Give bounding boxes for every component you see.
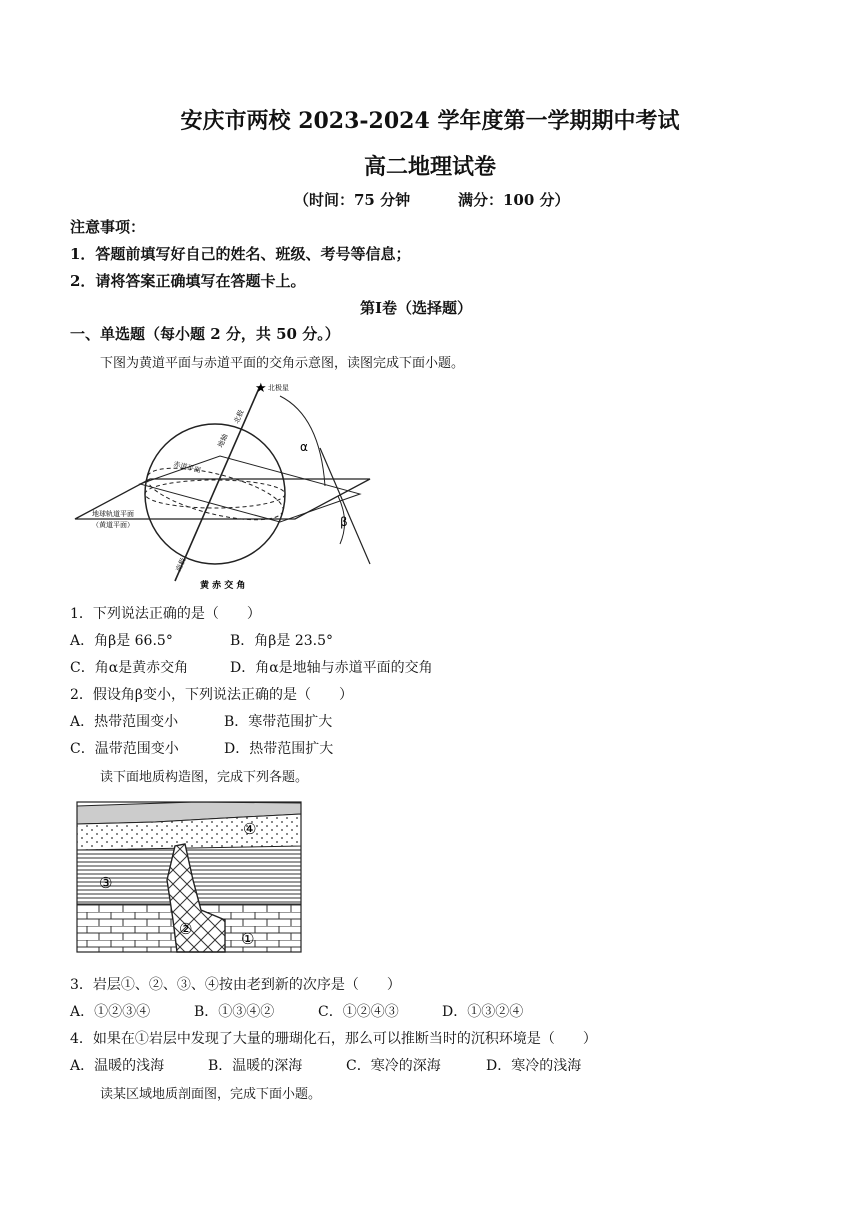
q2-option-c[interactable]: C．温带范围变小 [70,741,179,757]
volume-title: 第Ⅰ卷（选择题） [360,299,473,317]
note-item: 2．请将答案正确填写在答题卡上。 [70,272,306,290]
figure1-caption: 黄 赤 交 角 [200,581,246,591]
q1-option-c[interactable]: C．角α是黄赤交角 [70,660,189,676]
q4-option-b[interactable]: B．温暖的深海 [208,1058,303,1074]
q3-option-a[interactable]: A．①②③④ [70,1004,151,1020]
score-info: 满分：100 分） [458,191,570,209]
q4-option-c[interactable]: C．寒冷的深海 [346,1058,441,1074]
q2-option-d[interactable]: D．热带范围扩大 [224,741,334,757]
star-icon: ★ [255,381,267,396]
q2-option-b[interactable]: B．寒带范围扩大 [224,714,333,730]
south-pole-label: 南极 [174,556,188,573]
beta-label: β [340,515,348,529]
orbit-plane-label: 地球轨道平面 [92,510,134,518]
earth-sphere [145,424,285,564]
exam-title: 安庆市两校 2023-2024 学年度第一学期期中考试 [180,108,680,134]
question-2-stem: 2．假设角β变小，下列说法正确的是（ ） [70,687,353,703]
note-item: 1．答题前填写好自己的姓名、班级、考号等信息； [70,245,411,263]
q1-option-a[interactable]: A．角β是 66.5° [70,633,173,649]
label-1: ① [241,930,255,948]
question-4-stem: 4．如果在①岩层中发现了大量的珊瑚化石，那么可以推断当时的沉积环境是（ ） [70,1031,597,1047]
label-2: ② [179,920,193,938]
notes-heading: 注意事项： [70,218,146,236]
part-title: 一、单选题（每小题 2 分，共 50 分。） [70,325,340,343]
polaris-label: 北极星 [268,384,289,392]
figure1-intro: 下图为黄道平面与赤道平面的交角示意图，读图完成下面小题。 [100,356,465,371]
exam-subtitle: 高二地理试卷 [363,154,496,180]
axis-label: 地轴 [216,432,230,449]
q1-option-b[interactable]: B．角β是 23.5° [230,633,334,649]
q3-option-c[interactable]: C．①②④③ [318,1004,399,1020]
earth-axis [172,386,260,581]
alpha-label: α [300,440,308,454]
question-1-stem: 1．下列说法正确的是（ ） [70,606,261,622]
q3-option-b[interactable]: B．①③④② [194,1004,275,1020]
equator-plane-label: 赤道平面 [172,460,202,475]
time-info: （时间：75 分钟 [294,191,411,209]
ecliptic-normal [320,448,370,564]
q4-option-d[interactable]: D．寒冷的浅海 [486,1058,582,1074]
q1-option-d[interactable]: D．角α是地轴与赤道平面的交角 [230,660,433,676]
geology-diagram [75,800,303,955]
orbit-plane-label-2: （黄道平面） [92,521,134,529]
label-4: ④ [243,820,257,838]
label-3: ③ [99,874,113,892]
figure3-intro: 读某区域地质剖面图，完成下面小题。 [100,1087,322,1102]
north-pole-label: 北极 [232,408,246,425]
q2-option-a[interactable]: A．热带范围变小 [70,714,179,730]
question-3-stem: 3．岩层①、②、③、④按由老到新的次序是（ ） [70,977,401,993]
figure2-intro: 读下面地质构造图，完成下列各题。 [100,770,309,785]
obliquity-diagram [70,376,380,591]
q3-option-d[interactable]: D．①③②④ [442,1004,524,1020]
orbit-ellipse [145,480,285,508]
q4-option-a[interactable]: A．温暖的浅海 [70,1058,165,1074]
